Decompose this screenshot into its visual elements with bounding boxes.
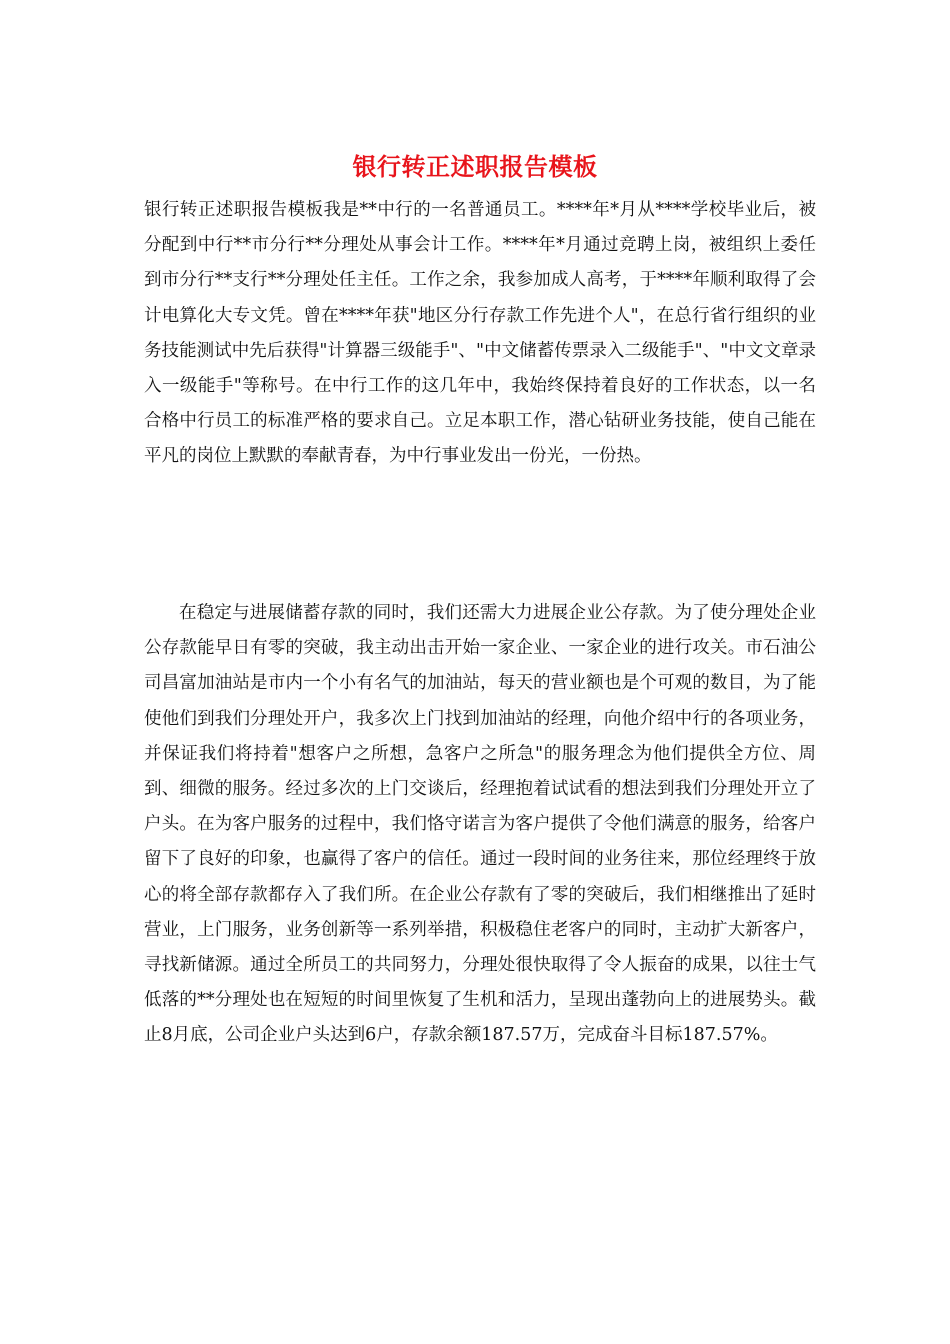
body-paragraph-2: 在稳定与进展储蓄存款的同时，我们还需大力进展企业公存款。为了使分理处企业公存款能早日有零的突破，我主动出击开始一家企业、一家企业的进行攻关。市石油公司昌富加油站是市内一个小有名气的加油站，每天的营业额也是个可观的数目，为了能使他们到我们分理处开户，我多次上门找到加油站的经理，向他介绍中行的各项业务，并保证我们将持着"想客户之所想，急客户之所急"的服务理念为他们提供全方位、周到、细微的服务。经过多次的上门交谈后，经理抱着试试看的想法到我们分理处开立了户头。在为客户服务的过程中，我们恪守诺言为客户提供了令他们满意的服务，给客户留下了良好的印象，也赢得了客户的信任。通过一段时间的业务往来，那位经理终于放心的将全部存款都存入了我们所。在企业公存款有了零的突破后，我们相继推出了延时营业，上门服务，业务创新等一系列举措，积极稳住老客户的同时，主动扩大新客户，寻找新储源。通过全所员工的共同努力，分理处很快取得了令人振奋的成果，以往士气低落的**分理处也在短短的时间里恢复了生机和活力，呈现出蓬勃向上的进展势头。截止8月底，公司企业户头达到6户，存款余额187.57万，完成奋斗目标187.57%。 (144, 603, 816, 1046)
document-title: 银行转正述职报告模板 (352, 152, 598, 181)
body-paragraph-1: 银行转正述职报告模板我是**中行的一名普通员工。****年*月从****学校毕业后，被分配到中行**市分行**分理处从事会计工作。****年*月通过竞聘上岗，被组织上委任到市分行**支行**分理处任主任。工作之余，我参加成人高考，于****年顺利取得了会计电算化大专文凭。曾在****年获"地区分行存款工作先进个人"，在总行省行组织的业务技能测试中先后获得"计算器三级能手"、"中文储蓄传票录入二级能手"、"中文文章录入一级能手"等称号。在中行工作的这几年中，我始终保持着良好的工作状态，以一名合格中行员工的标准严格的要求自己。立足本职工作，潜心钻研业务技能，使自己能在平凡的岗位上默默的奉献青春，为中行事业发出一份光，一份热。 (144, 200, 816, 467)
